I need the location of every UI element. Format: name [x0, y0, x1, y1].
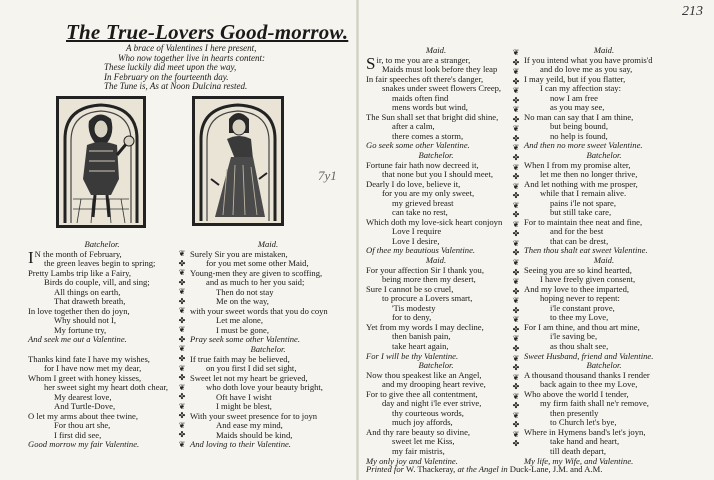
- verse-line: then banish pain,: [392, 331, 451, 342]
- verse-line: Sir, to me you are a stranger,: [366, 53, 471, 73]
- verse-line: Maids should be kind,: [216, 429, 293, 440]
- refrain-line: Sweet Husband, friend and Valentine.: [524, 350, 654, 361]
- verse-line: The Sun shall set that bright did shine,: [366, 111, 499, 122]
- verse-line: snakes under sweet flowers Creep,: [382, 83, 502, 94]
- verse-line: on you first I did set sight,: [206, 363, 297, 374]
- verse-line: My fortune try,: [54, 324, 107, 335]
- verse-line: Which doth my love-sick heart conjoyn: [366, 216, 503, 227]
- verse-line: Maids must look before they leap: [382, 64, 498, 75]
- verse-column-batchelor: [28, 240, 176, 450]
- verse-line: Me on the way,: [216, 296, 269, 307]
- folio-number: 213: [682, 4, 703, 19]
- verse-line: day and night i'le ever strive,: [382, 398, 482, 409]
- verse-line: for to deny,: [392, 312, 432, 323]
- intro-line: A brace of Valentines I here present,: [126, 43, 257, 53]
- verse-line: take hand and heart,: [550, 436, 620, 447]
- verse-line: to procure a Lovers smart,: [382, 293, 473, 304]
- intro-verse: [104, 44, 265, 92]
- verse-column-right-1: [366, 46, 506, 466]
- verse-line: Let me alone,: [216, 315, 264, 326]
- verse-line: O let my arms about thee twine,: [28, 410, 139, 421]
- tune-line: The Tune is, As at Noon Dulcina rested.: [104, 81, 248, 92]
- verse-line: If you intend what you have promis'd: [524, 54, 653, 65]
- verse-line: and my drooping heart revive,: [382, 379, 486, 390]
- refrain-line: For I will be thy Valentine.: [366, 350, 459, 361]
- verse-line: And Turtle-Dove,: [54, 401, 116, 412]
- refrain-line: Go seek some other Valentine.: [366, 140, 470, 151]
- verse-line: till death depart,: [550, 445, 607, 456]
- intro-line: Who now together live in hearts content:: [118, 52, 265, 63]
- verse-line: hoping never to repent:: [540, 293, 620, 304]
- verse-line: Yet from my words I may decline,: [366, 321, 484, 332]
- printer-imprint: [366, 464, 602, 474]
- verse-line: and do love me as you say,: [540, 64, 633, 75]
- refrain-line: Of thee my beautious Valentine.: [366, 245, 476, 256]
- speaker-heading: Maid.: [257, 239, 279, 249]
- verse-line: sweet let me Kiss,: [392, 436, 455, 447]
- verse-line: I can my affection stay:: [540, 83, 621, 94]
- verse-line: I might be blest,: [216, 401, 272, 412]
- verse-line: but being bound,: [550, 121, 609, 132]
- verse-line: Oft have I wisht: [216, 391, 272, 402]
- verse-line: that can be drest,: [550, 235, 609, 246]
- verse-line: And thy rare beauty so divine,: [366, 426, 471, 437]
- ornament-rule-right: ❦ ✤ ❦ ✤ ❦ ✤ ❦ ✤ ❦ ✤ ❦ ✤ ❦ ✤ ❦ ✤ ❦ ✤ ❦ ✤ ❦ ✤ ❦ ✤ ❦ ✤ ❦ ✤ ❦ ✤ ❦ ✤ ❦ ✤ ❦ ✤ ❦ ✤ ❦ ✤ ❦ ✤: [512, 48, 520, 449]
- verse-line: for you are my only sweet,: [382, 188, 475, 199]
- verse-line: Sure I cannot be so cruel,: [366, 283, 454, 294]
- verse-line: my fair mistris,: [392, 445, 445, 456]
- speaker-heading: Maid.: [593, 255, 615, 266]
- verse-line: When I from my promise alter,: [524, 159, 631, 170]
- verse-line: who doth love your beauty bright,: [206, 382, 323, 393]
- verse-line: And my love to thee imparted,: [524, 283, 630, 294]
- verse-line: All things on earth,: [54, 286, 121, 297]
- verse-line: i'le constant prove,: [550, 302, 615, 313]
- verse-line: In fair speeches oft there's danger,: [366, 73, 484, 84]
- verse-line: Thanks kind fate I have my wishes,: [28, 353, 150, 364]
- verse-line: can take no rest,: [392, 207, 448, 218]
- verse-line: for you met some other Maid,: [206, 258, 309, 269]
- verse-line: now I am free: [550, 92, 598, 103]
- verse-line: take heart again,: [392, 340, 449, 351]
- verse-line: Where in Hymens band's let's joyn,: [524, 426, 646, 437]
- verse-line: there comes a storm,: [392, 130, 464, 141]
- verse-line: with your sweet words that you do coyn: [190, 305, 328, 316]
- verse-line: 'Tis modesty: [392, 302, 436, 313]
- verse-line: Surely Sir you are mistaken,: [190, 248, 288, 259]
- verse-line: That draweth breath,: [54, 296, 126, 307]
- verse-line: and as much to her you said;: [206, 277, 305, 288]
- verse-line: If true faith may be believed,: [190, 353, 290, 364]
- verse-line: to Church let's bye,: [550, 417, 617, 428]
- verse-line: Sweet let not my heart be grieved,: [190, 372, 308, 383]
- verse-line: Now thou speakest like an Angel,: [366, 369, 482, 380]
- verse-line: after a calm,: [392, 121, 435, 132]
- verse-line: I must be gone,: [216, 324, 269, 335]
- verse-column-maid: [190, 240, 346, 450]
- verse-line: And ease my mind,: [216, 420, 283, 431]
- verse-line: In love together then do joyn,: [28, 305, 130, 316]
- verse-line: Birds do couple, vill, and sing;: [44, 277, 150, 288]
- verse-line: while that I remain alive.: [540, 188, 627, 199]
- verse-line: but still take care,: [550, 207, 612, 218]
- verse-line: no help is found,: [550, 130, 608, 141]
- page-gutter: [356, 0, 359, 480]
- verse-line: Fortune fair hath now decreed it,: [366, 159, 479, 170]
- verse-line: Love I require: [392, 226, 442, 237]
- verse-line: Young-men they are given to scoffing,: [190, 267, 323, 278]
- verse-line: I may yeild, but if you flatter,: [524, 73, 626, 84]
- woodcut-gentleman: [56, 96, 146, 228]
- speaker-heading: Maid.: [593, 45, 615, 55]
- ballad-title: The True-Lovers Good-morrow.: [66, 20, 349, 44]
- refrain-line: Pray seek some other Valentine.: [190, 334, 301, 345]
- verse-line: then presently: [550, 407, 599, 418]
- verse-line: the green leaves begin to spring;: [44, 258, 156, 269]
- verse-line: my firm faith shall ne'r remove,: [540, 398, 649, 409]
- refrain-line: Then thou shalt eat sweet Valentine.: [524, 245, 648, 256]
- speaker-heading: Maid.: [425, 255, 447, 266]
- intro-line: In February on the fourteenth day.: [104, 71, 229, 82]
- speaker-heading: Batchelor.: [84, 239, 120, 249]
- speaker-heading: Batchelor.: [586, 360, 622, 371]
- imprint-printer: W. Thackeray,: [405, 464, 456, 474]
- refrain-line: And loving to their Valentine.: [190, 439, 291, 450]
- speaker-heading: Batchelor.: [418, 360, 454, 371]
- verse-line: as you may see,: [550, 102, 605, 113]
- refrain-line: My life, my Wife, and Valentine.: [524, 455, 634, 466]
- verse-line: i'le saving be,: [550, 331, 598, 342]
- verse-line: Then do not stay: [216, 286, 274, 297]
- verse-line: Love I desire,: [392, 235, 440, 246]
- verse-line: I have freely given consent,: [540, 274, 636, 285]
- verse-line: Who above the world I tender,: [524, 388, 629, 399]
- verse-line: as thou shalt see,: [550, 340, 609, 351]
- refrain-line: My only joy and Valentine.: [366, 455, 458, 466]
- verse-line: IN the month of February,: [28, 247, 122, 267]
- verse-line: Pretty Lambs trip like a Fairy,: [28, 267, 132, 278]
- library-mark: 7y1: [318, 168, 337, 183]
- imprint-at: at the Angel in: [457, 464, 508, 474]
- verse-line: My dearest love,: [54, 391, 112, 402]
- verse-line: much joy affords,: [392, 417, 453, 428]
- verse-line: her sweet sight my heart doth chear,: [44, 382, 168, 393]
- verse-column-right-2: [524, 46, 684, 466]
- verse-line: back again to thee my Love,: [540, 379, 638, 390]
- imprint-place: Duck-Lane, J.M. and A.M.: [509, 464, 603, 474]
- ornament-rule-left: ❦ ✤ ❦ ✤ ❦ ✤ ❦ ✤ ❦ ✤ ❦ ✤ ❦ ✤ ❦ ✤ ❦ ✤ ❦ ✤ ❦: [178, 249, 186, 449]
- verse-line: maids often find: [392, 92, 449, 103]
- verse-line: to thee my Love,: [550, 312, 609, 323]
- verse-line: Dearly I do love, believe it,: [366, 178, 461, 189]
- verse-line: For to give thee all contentment,: [366, 388, 478, 399]
- verse-line: A thousand thousand thanks I render: [524, 369, 650, 380]
- intro-line: These luckily did meet upon the way,: [104, 62, 237, 73]
- verse-line: And let nothing with me prosper,: [524, 178, 638, 189]
- imprint-printed-for: Printed for: [366, 464, 404, 474]
- verse-line: let me then no longer thrive,: [540, 169, 638, 180]
- verse-line: With your sweet presence for to joyn: [190, 410, 318, 421]
- refrain-line: Good morrow my fair Valentine.: [28, 439, 140, 450]
- verse-line: being more then my desert,: [382, 274, 476, 285]
- verse-line: For to maintain thee neat and fine,: [524, 216, 643, 227]
- verse-line: I first did see,: [54, 429, 102, 440]
- verse-line: For I am thine, and thou art mine,: [524, 321, 640, 332]
- verse-line: Why should not I,: [54, 315, 117, 326]
- verse-line: for I have now met my dear,: [44, 363, 142, 374]
- verse-line: For thou art she,: [54, 420, 111, 431]
- verse-line: Whom I greet with honey kisses,: [28, 372, 142, 383]
- verse-line: that none but you I should meet,: [382, 169, 493, 180]
- verse-line: pains i'le not spare,: [550, 197, 616, 208]
- verse-line: mens words but wind,: [392, 102, 468, 113]
- refrain-line: And then no more sweet Valentine.: [524, 140, 643, 151]
- verse-line: thy courteous words,: [392, 407, 464, 418]
- verse-line: my grieved breast: [392, 197, 454, 208]
- verse-line: Seeing you are so kind hearted,: [524, 264, 632, 275]
- speaker-heading: Batchelor.: [250, 344, 286, 355]
- speaker-heading: Maid.: [425, 45, 447, 55]
- speaker-heading: Batchelor.: [418, 150, 454, 161]
- verse-line: and for the best: [550, 226, 604, 237]
- verse-line: For your affection Sir I thank you,: [366, 264, 484, 275]
- verse-line: No man can say that I am thine,: [524, 111, 634, 122]
- speaker-heading: Batchelor.: [586, 150, 622, 161]
- refrain-line: And seek me out a Valentine.: [28, 334, 127, 345]
- woodcut-lady: [192, 96, 284, 226]
